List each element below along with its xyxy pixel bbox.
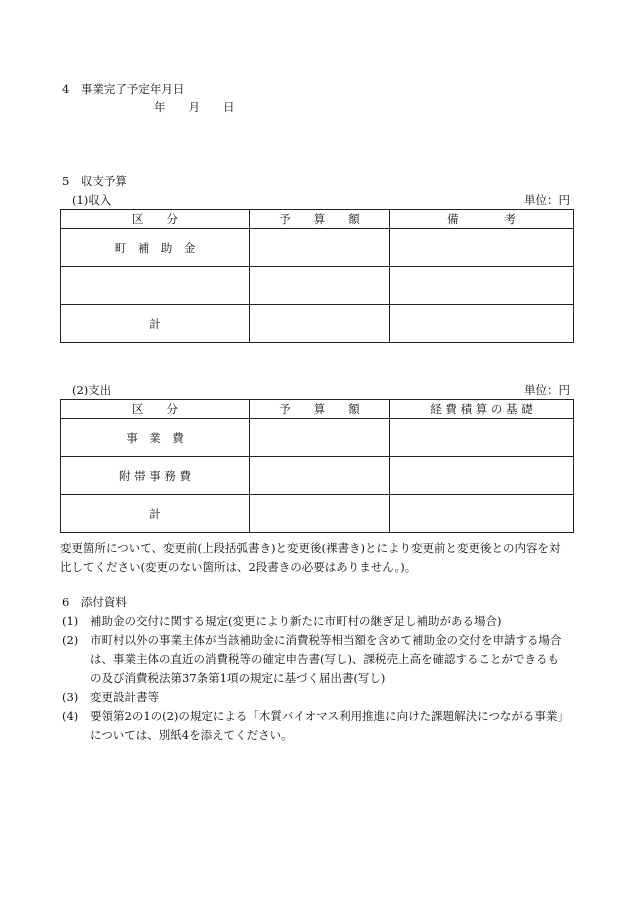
- section6-heading: 6 添付資料: [62, 595, 127, 609]
- change-note: [60, 539, 580, 577]
- expense-budget-cell: [250, 419, 390, 457]
- expense-table: [60, 399, 574, 533]
- table-row: [61, 229, 574, 267]
- income-table: [60, 209, 574, 343]
- expense-basis-cell: [390, 457, 574, 495]
- expense-budget-cell: [250, 495, 390, 533]
- table-row: [61, 419, 574, 457]
- list-item-number: (4): [62, 709, 79, 723]
- list-item-text: 補助金の交付に関する規定(変更により新たに市町村の継ぎ足し補助がある場合): [90, 614, 502, 628]
- section4-heading: 4 事業完了予定年月日: [62, 82, 185, 96]
- expense-basis-cell: [390, 419, 574, 457]
- income-category-cell: [61, 267, 250, 305]
- list-item-text: 要領第2の1の(2)の規定による「木質バイオマス利用推進に向けた課題解決につながる事業」: [90, 709, 569, 723]
- table-row: [61, 267, 574, 305]
- expense-header-basis: 経 費 積 算 の 基 礎: [390, 400, 574, 419]
- income-total-cell: 計: [61, 305, 250, 343]
- income-table-header: [61, 210, 574, 229]
- income-header-remarks: 備 考: [390, 210, 574, 229]
- list-item: [62, 631, 582, 688]
- income-remarks-cell: [390, 267, 574, 305]
- income-label: (1)収入: [72, 193, 112, 207]
- expense-category-cell: 事 業 費: [61, 419, 250, 457]
- list-item: [62, 707, 582, 745]
- income-header-budget: 予 算 額: [250, 210, 390, 229]
- expense-table-header: [61, 400, 574, 419]
- completion-date-line: 年 月 日: [154, 100, 235, 114]
- list-item-number: (1): [62, 614, 79, 628]
- list-item-text: については、別紙4を添えてください。: [90, 728, 293, 742]
- income-header-category: 区 分: [61, 210, 250, 229]
- list-item-text: 変更設計書等: [90, 690, 159, 704]
- expense-category-cell: 附 帯 事 務 費: [61, 457, 250, 495]
- list-item-number: (2): [62, 633, 79, 647]
- income-budget-cell: [250, 229, 390, 267]
- expense-budget-cell: [250, 457, 390, 495]
- table-row: [61, 495, 574, 533]
- income-remarks-cell: [390, 305, 574, 343]
- expense-header-category: 区 分: [61, 400, 250, 419]
- income-budget-cell: [250, 305, 390, 343]
- income-category-cell: 町 補 助 金: [61, 229, 250, 267]
- expense-label: (2)支出: [72, 383, 112, 397]
- expense-basis-cell: [390, 495, 574, 533]
- table-row: [61, 305, 574, 343]
- list-item-text: の及び消費税法第37条第1項の規定に基づく届出書(写し): [90, 671, 386, 685]
- change-note-line: 変更箇所について、変更前(上段括弧書き)と変更後(裸書き)とにより変更前と変更後との内容を対: [60, 541, 561, 555]
- expense-total-cell: 計: [61, 495, 250, 533]
- table-row: [61, 457, 574, 495]
- section5-heading: 5 収支予算: [62, 174, 127, 188]
- change-note-line: 比してください(変更のない箇所は、2段書きの必要はありません。)。: [60, 560, 417, 574]
- income-budget-cell: [250, 267, 390, 305]
- expense-header-budget: 予 算 額: [250, 400, 390, 419]
- list-item-number: (3): [62, 690, 79, 704]
- income-unit: 単位：円: [524, 193, 570, 207]
- list-item: [62, 688, 582, 707]
- list-item-text: は、事業主体の直近の消費税等の確定申告書(写し)、課税売上高を確認することができるも: [90, 652, 559, 666]
- income-remarks-cell: [390, 229, 574, 267]
- list-item-text: 市町村以外の事業主体が当該補助金に消費税等相当額を含めて補助金の交付を申請する場合: [90, 633, 562, 647]
- list-item: [62, 612, 582, 631]
- expense-unit: 単位：円: [524, 383, 570, 397]
